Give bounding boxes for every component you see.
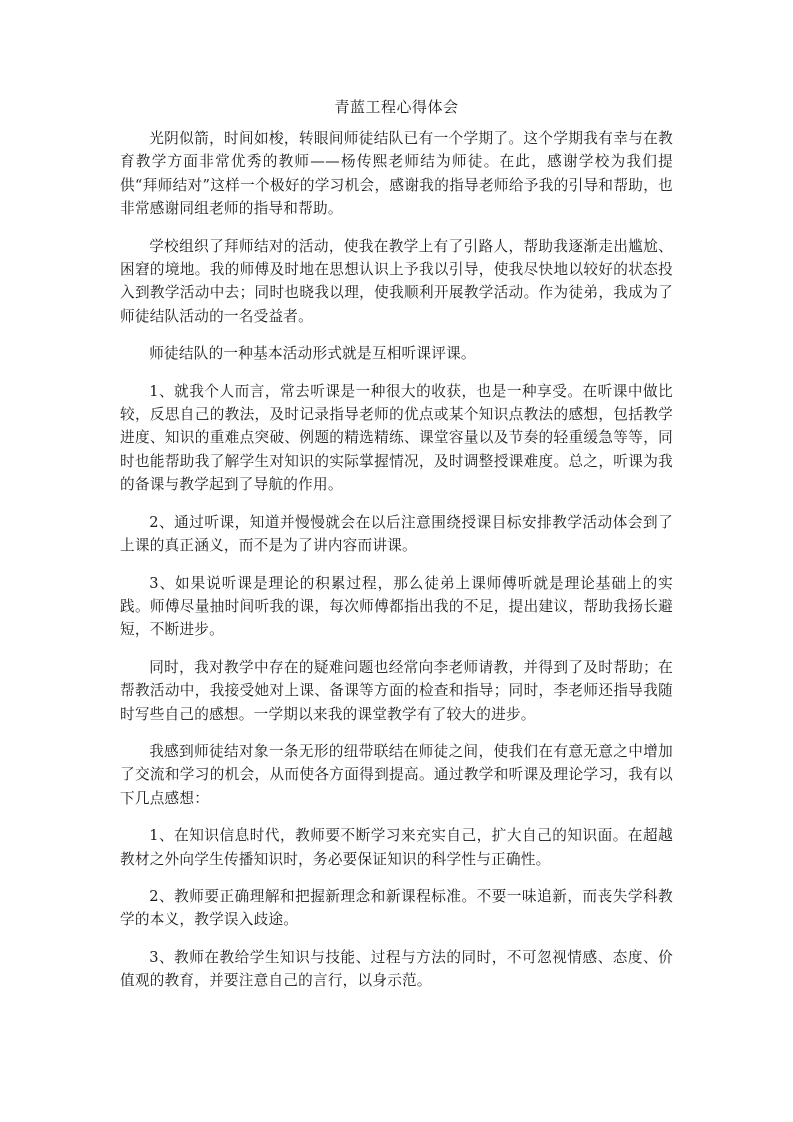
paragraph-mentoring-activity: 学校组织了拜师结对的活动，使我在教学上有了引路人，帮助我逐渐走出尴尬、困窘的境地。我的师傅及时地在思想认识上予我以引导，使我尽快地以较好的状态投入到教学活动中去；同时也晓我以理，使我顺利开展教学活动。作为徒弟，我成为了师徒结队活动的一名受益者。 <box>120 237 673 325</box>
paragraph-point-1: 1、就我个人而言，常去听课是一种很大的收获，也是一种享受。在听课中做比较，反思自己的教法，及时记录指导老师的优点或某个知识点教法的感想，包括教学进度、知识的重难点突破、例题的精选精练、课堂容量以及节奏的轻重缓急等等，同时也能帮助我了解学生对知识的实际掌握情况，及时调整授课难度。总之，听课为我的备课与教学起到了导航的作用。 <box>120 382 673 494</box>
paragraph-point-3: 3、如果说听课是理论的积累过程，那么徒弟上课师傅听就是理论基础上的实践。师傅尽量抽时间听我的课，每次师傅都指出我的不足，提出建议，帮助我扬长避短，不断进步。 <box>120 574 673 639</box>
document-body <box>120 127 673 1007</box>
paragraph-consultation: 同时，我对教学中存在的疑难问题也经常向李老师请教，并得到了及时帮助；在帮教活动中，我接受她对上课、备课等方面的检查和指导；同时，李老师还指导我随时写些自己的感想。一学期以来我的课堂教学有了较大的进步。 <box>120 658 673 723</box>
document-title: 青蓝工程心得体会 <box>334 98 459 116</box>
paragraph-insight-1: 1、在知识信息时代，教师要不断学习来充实自己，扩大自己的知识面。在超越教材之外向学生传播知识时，务必要保证知识的科学性与正确性。 <box>120 827 673 868</box>
paragraph-lesson-observation: 师徒结队的一种基本活动形式就是互相听课评课。 <box>149 345 476 363</box>
paragraph-insight-3: 3、教师在教给学生知识与技能、过程与方法的同时，不可忽视情感、态度、价值观的教育，并要注意自己的言行，以身示范。 <box>120 948 673 990</box>
paragraph-reflection: 我感到师徒结对象一条无形的纽带联结在师徒之间，使我们在有意无意之中增加了交流和学习的机会，从而使各方面得到提高。通过教学和听课及理论学习，我有以下几点感想： <box>120 742 673 807</box>
paragraph-point-2: 2、通过听课，知道并慢慢就会在以后注意围绕授课目标安排教学活动体会到了上课的真正涵义，而不是为了讲内容而讲课。 <box>120 513 673 555</box>
paragraph-intro: 光阴似箭，时间如梭，转眼间师徒结队已有一个学期了。这个学期我有幸与在教育教学方面非常优秀的教师——杨传熙老师结为师徒。在此，感谢学校为我们提供“拜师结对”这样一个极好的学习机会，感谢我的指导老师给予我的引导和帮助，也非常感谢同组老师的指导和帮助。 <box>120 130 673 218</box>
paragraph-insight-2: 2、教师要正确理解和把握新理念和新课程标准。不要一味追新，而丧失学科教学的本义，教学误入歧途。 <box>120 887 673 929</box>
